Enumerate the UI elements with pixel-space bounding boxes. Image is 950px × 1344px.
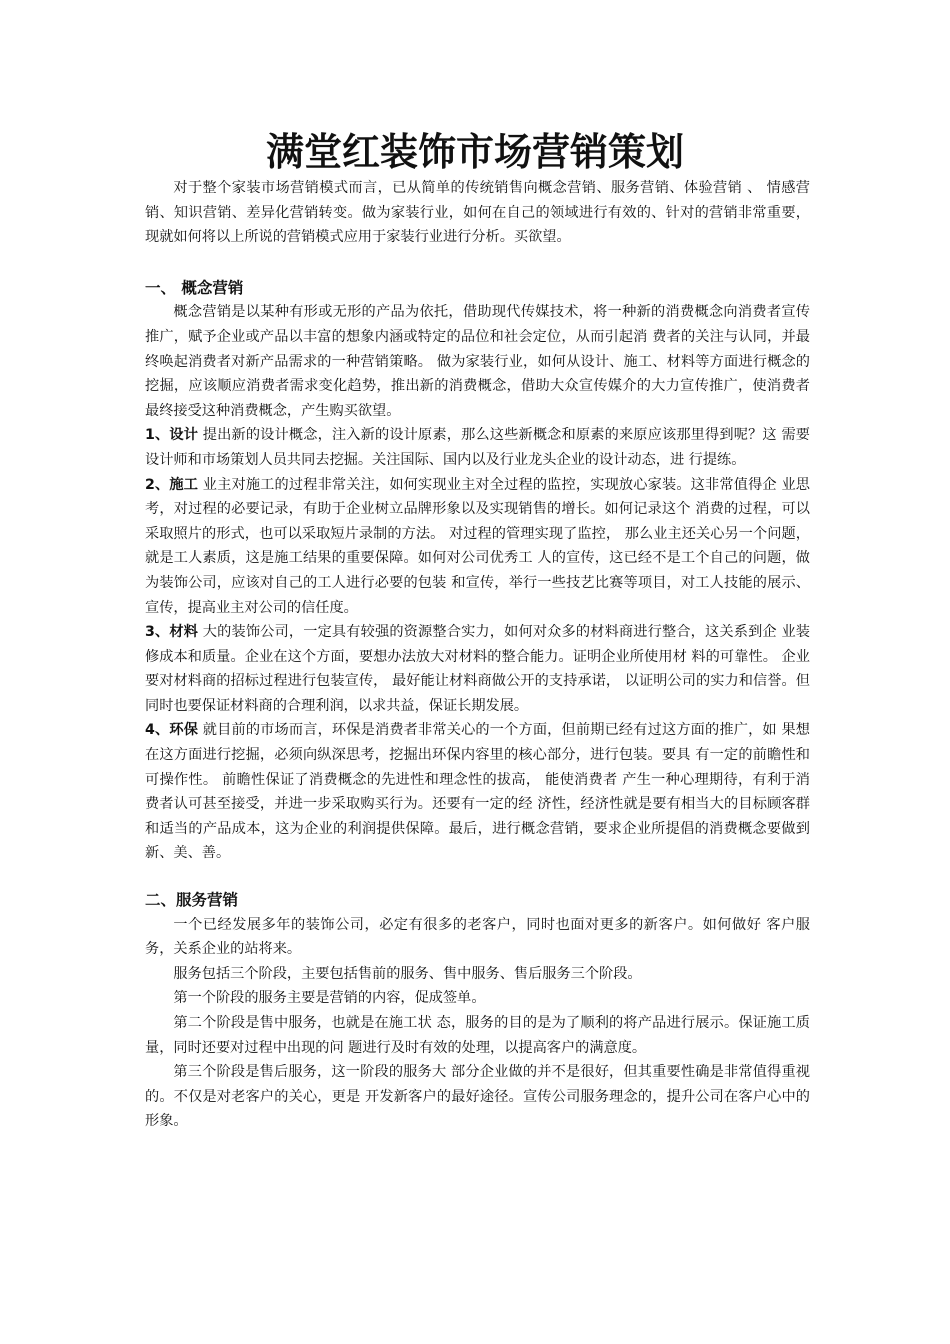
section-heading-concept-marketing: 一、 概念营销 — [145, 278, 244, 297]
service-paragraph: 第一个阶段的服务主要是营销的内容，促成签单。 — [173, 990, 486, 1007]
document-title: 满堂红装饰市场营销策划 — [265, 130, 684, 174]
item-text: 业主对施工的过程非常关注，如何实现业主对全过程的监控，实现放心家装。这非常值得企 业思考，对过程的必要记录，有助于企业树立品牌形象以及实现销售的增长。如何记录这个 消费的过程，可以采取照片的形式，也可以采取短片录制的方法。 对过程的管理实现了监控， 那么业主还关心另一个问题，就是工人素质，这是施工结果的重要保障。如何对公司优秀工 人的宣传，这已经不是工个自己的问题，做为装饰公司，应该对自己的工人进行必要的包装 和宣传，举行一些技艺比赛等项目，对工人技能的展示、宣传，提高业主对公司的信任度。 — [145, 476, 810, 616]
item-label: 3、材料 — [145, 624, 199, 641]
item-environmental — [145, 718, 810, 866]
service-paragraph: 第三个阶段是售后服务，这一阶段的服务大 部分企业做的并不是很好，但其重要性确是非常值得重视的。不仅是对老客户的关心，更是 开发新客户的最好途径。宣传公司服务理念的，提升公司在客户心中的形象。 — [145, 1064, 810, 1130]
item-text: 提出新的设计概念，注入新的设计原素，那么这些新概念和原素的来原应该那里得到呢？这 需要设计师和市场策划人员共同去挖掘。关注国际、国内以及行业龙头企业的设计动态，进 行提练。 — [145, 427, 810, 468]
item-materials — [145, 620, 810, 718]
concept-marketing-paragraph: 概念营销是以某种有形或无形的产品为依托，借助现代传媒技术，将一种新的消费概念向消费者宣传推广，赋予企业或产品以丰富的想象内涵或特定的品位和社会定位，从而引起消 费者的关注与认同，并最终唤起消费者对新产品需求的一种营销策略。 做为家装行业，如何从设计、施工、材料等方面进行概念的挖掘，应该顺应消费者需求变化趋势，推出新的消费概念，借助大众宣传媒介的大力宣传推广，使消费者最终接受这种消费概念，产生购买欲望。 — [145, 304, 810, 419]
item-construction — [145, 473, 810, 621]
service-paragraph: 第二个阶段是售中服务，也就是在施工状 态，服务的目的是为了顺利的将产品进行展示。保证施工质量，同时还要对过程中出现的问 题进行及时有效的处理，以提高客户的满意度。 — [145, 1015, 810, 1056]
item-label: 4、环保 — [145, 722, 199, 739]
item-design — [145, 423, 810, 472]
item-label: 2、施工 — [145, 476, 199, 493]
service-paragraph: 一个已经发展多年的装饰公司，必定有很多的老客户，同时也面对更多的新客户。如何做好 客户服务，关系企业的站将来。 — [145, 916, 810, 958]
document-body — [145, 176, 810, 1134]
item-text: 就目前的市场而言，环保是消费者非常关心的一个方面，但前期已经有过这方面的推广，如 果想在这方面进行挖掘，必须向纵深思考，挖掘出环保内容里的核心部分，进行包装。要具 有一定的前瞻性和可操作性。 前瞻性保证了消费概念的先进性和理念性的拔高， 能使消费者 产生一种心理期待，有利于消费者认可甚至接受，并进一步采取购买行为。还要有一定的经 济性，经济性就是要有相当大的目标顾客群和适当的产品成本，这为企业的利润提供保障。最后，进行概念营销，要求企业所提倡的消费概念要做到新、美、善。 — [145, 722, 810, 862]
item-text: 大的装饰公司，一定具有较强的资源整合实力，如何对众多的材料商进行整合，这关系到企 业装修成本和质量。企业在这个方面，要想办法放大对材料的整合能力。证明企业所使用材 料的可靠性。 企业要对材料商的招标过程进行包装宣传， 最好能让材料商做公开的支持承诺， 以证明公司的实力和信誉。但同时也要保证材料商的合理利润，以求共益，保证长期发展。 — [145, 624, 810, 714]
intro-paragraph: 对于整个家装市场营销模式而言，已从简单的传统销售向概念营销、服务营销、体验营销 、 情感营销、知识营销、差异化营销转变。做为家装行业，如何在自己的领域进行有效的、针对的营销非常重要，现就如何将以上所说的营销模式应用于家装行业进行分析。买欲望。 — [145, 180, 810, 246]
item-label: 1、设计 — [145, 427, 199, 444]
service-paragraph: 服务包括三个阶段，主要包括售前的服务、售中服务、售后服务三个阶段。 — [173, 965, 642, 982]
section-heading-service-marketing: 二、服务营销 — [145, 891, 239, 910]
